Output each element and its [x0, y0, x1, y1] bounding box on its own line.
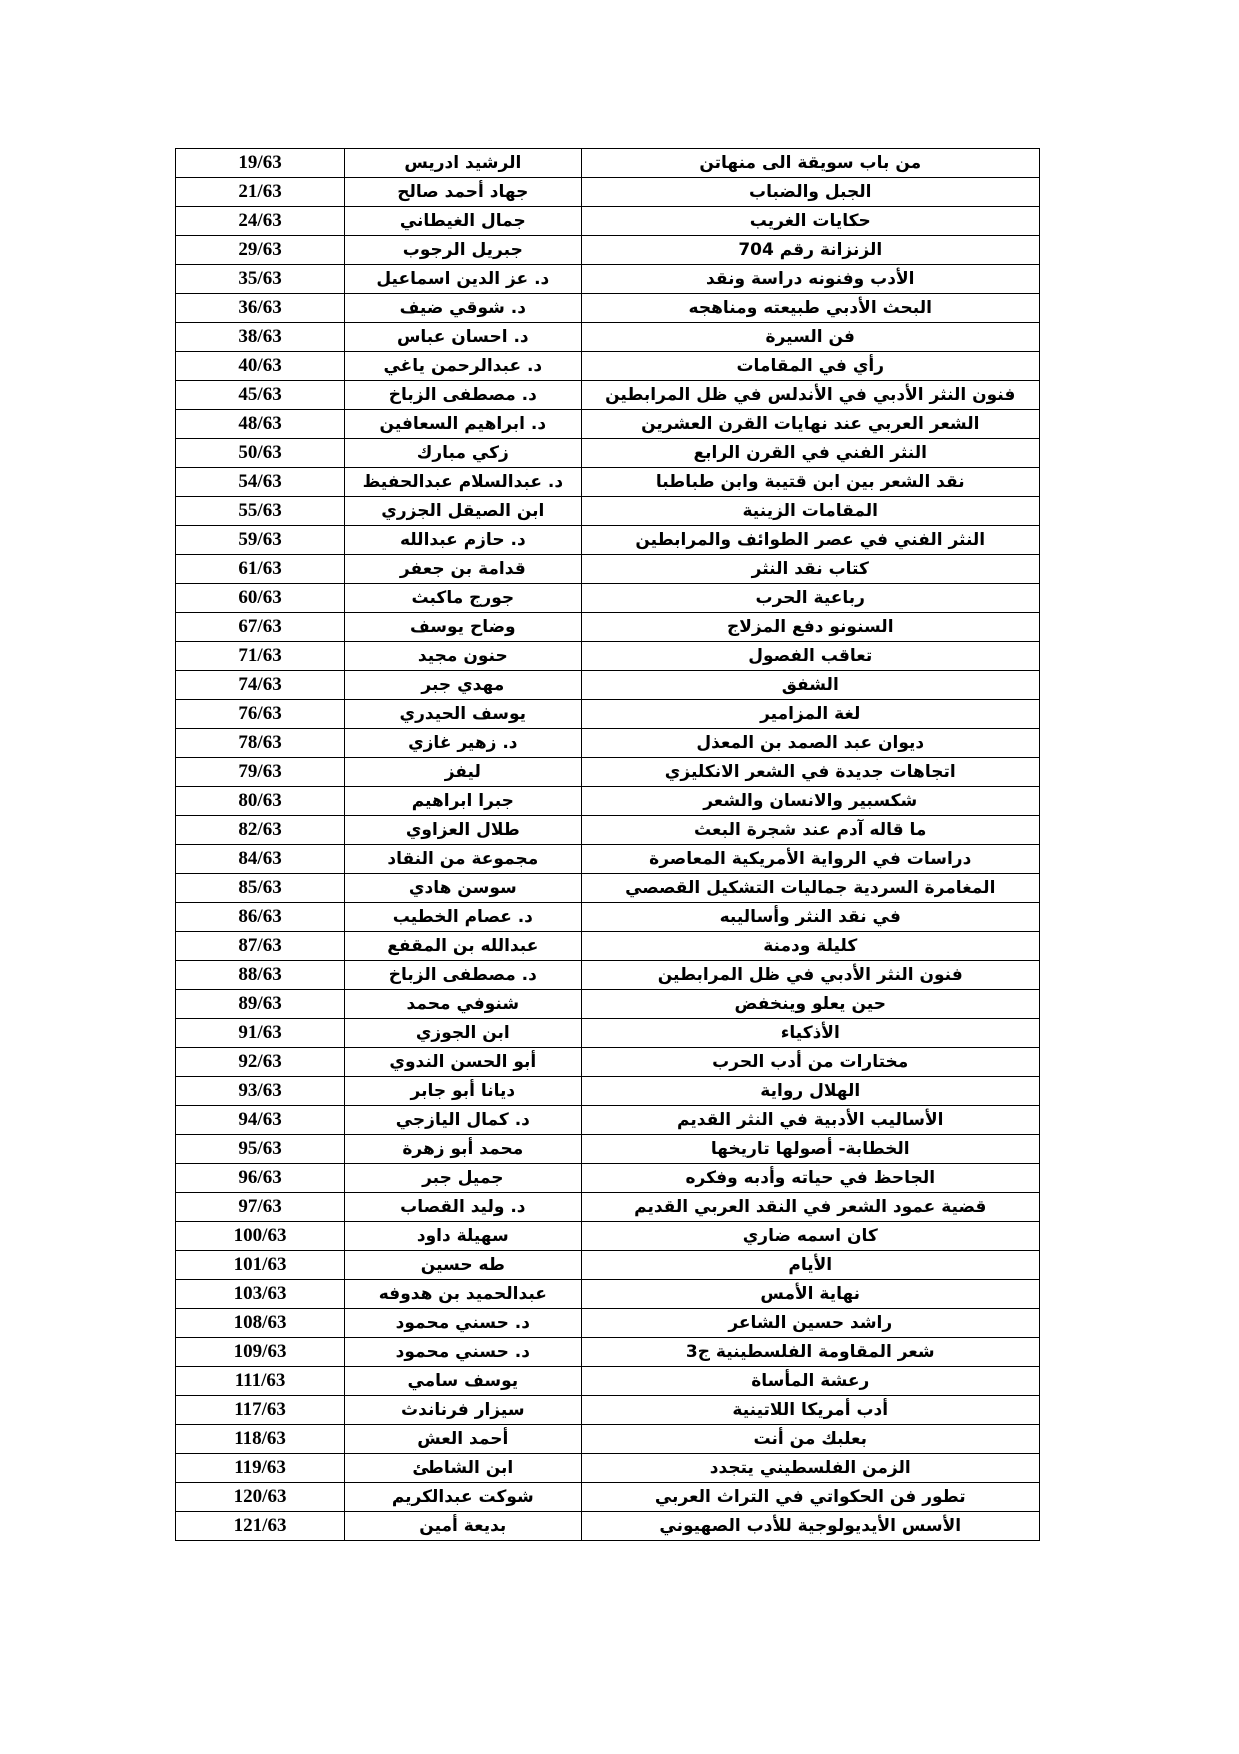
title-cell: رعشة المأساة — [581, 1367, 1040, 1396]
table-row — [176, 845, 1040, 874]
title-cell: الشعر العربي عند نهايات القرن العشرين — [581, 410, 1040, 439]
table-row — [176, 1338, 1040, 1367]
table-row — [176, 1309, 1040, 1338]
title-cell: فنون النثر الأدبي في الأندلس في ظل المرابطين — [581, 381, 1040, 410]
book-number-cell: 119/63 — [176, 1454, 345, 1483]
book-number-cell: 59/63 — [176, 526, 345, 555]
book-number-cell: 86/63 — [176, 903, 345, 932]
author-cell: د. عصام الخطيب — [345, 903, 581, 932]
author-cell: د. عبدالسلام عبدالحفيظ — [345, 468, 581, 497]
author-cell: سيزار فرناندث — [345, 1396, 581, 1425]
book-number-cell: 120/63 — [176, 1483, 345, 1512]
table-row — [176, 903, 1040, 932]
title-cell: أدب أمريكا اللاتينية — [581, 1396, 1040, 1425]
title-cell: النثر الفني في عصر الطوائف والمرابطين — [581, 526, 1040, 555]
table-row — [176, 207, 1040, 236]
book-number-cell: 50/63 — [176, 439, 345, 468]
table-row — [176, 178, 1040, 207]
author-cell: سهيلة داود — [345, 1222, 581, 1251]
table-row — [176, 729, 1040, 758]
book-number-cell: 94/63 — [176, 1106, 345, 1135]
book-number-cell: 91/63 — [176, 1019, 345, 1048]
table-row — [176, 497, 1040, 526]
title-cell: في نقد النثر وأساليبه — [581, 903, 1040, 932]
title-cell: الشفق — [581, 671, 1040, 700]
author-cell: محمد أبو زهرة — [345, 1135, 581, 1164]
title-cell: من باب سويقة الى منهاتن — [581, 149, 1040, 178]
author-cell: د. مصطفى الزباخ — [345, 381, 581, 410]
author-cell: يوسف سامي — [345, 1367, 581, 1396]
book-number-cell: 85/63 — [176, 874, 345, 903]
author-cell: د. حسني محمود — [345, 1309, 581, 1338]
book-number-cell: 88/63 — [176, 961, 345, 990]
table-row — [176, 642, 1040, 671]
book-number-cell: 45/63 — [176, 381, 345, 410]
book-number-cell: 92/63 — [176, 1048, 345, 1077]
table-row — [176, 381, 1040, 410]
catalog-table — [175, 148, 1040, 1541]
book-number-cell: 111/63 — [176, 1367, 345, 1396]
book-number-cell: 55/63 — [176, 497, 345, 526]
table-row — [176, 1251, 1040, 1280]
table-row — [176, 1367, 1040, 1396]
title-cell: الزنزانة رقم 704 — [581, 236, 1040, 265]
author-cell: جورج ماكبث — [345, 584, 581, 613]
book-number-cell: 103/63 — [176, 1280, 345, 1309]
title-cell: المقامات الزينية — [581, 497, 1040, 526]
table-row — [176, 671, 1040, 700]
author-cell: قدامة بن جعفر — [345, 555, 581, 584]
book-number-cell: 74/63 — [176, 671, 345, 700]
book-number-cell: 101/63 — [176, 1251, 345, 1280]
author-cell: مهدي جبر — [345, 671, 581, 700]
title-cell: نقد الشعر بين ابن قتيبة وابن طباطبا — [581, 468, 1040, 497]
author-cell: عبدالحميد بن هدوفه — [345, 1280, 581, 1309]
table-row — [176, 1396, 1040, 1425]
title-cell: ديوان عبد الصمد بن المعذل — [581, 729, 1040, 758]
table-row — [176, 1077, 1040, 1106]
book-number-cell: 93/63 — [176, 1077, 345, 1106]
book-number-cell: 36/63 — [176, 294, 345, 323]
author-cell: د. كمال اليازجي — [345, 1106, 581, 1135]
title-cell: الخطابة- أصولها تاريخها — [581, 1135, 1040, 1164]
title-cell: الأذكياء — [581, 1019, 1040, 1048]
author-cell: ابن الشاطئ — [345, 1454, 581, 1483]
book-number-cell: 79/63 — [176, 758, 345, 787]
book-number-cell: 78/63 — [176, 729, 345, 758]
table-row — [176, 787, 1040, 816]
title-cell: النثر الفني في القرن الرابع — [581, 439, 1040, 468]
book-number-cell: 82/63 — [176, 816, 345, 845]
author-cell: جميل جبر — [345, 1164, 581, 1193]
table-row — [176, 1193, 1040, 1222]
title-cell: فنون النثر الأدبي في ظل المرابطين — [581, 961, 1040, 990]
author-cell: د. حازم عبدالله — [345, 526, 581, 555]
title-cell: الجبل والضباب — [581, 178, 1040, 207]
title-cell: الأسس الأيديولوجية للأدب الصهيوني — [581, 1512, 1040, 1541]
book-number-cell: 109/63 — [176, 1338, 345, 1367]
table-row — [176, 149, 1040, 178]
title-cell: تعاقب الفصول — [581, 642, 1040, 671]
author-cell: د. زهير غازي — [345, 729, 581, 758]
author-cell: د. ابراهيم السعافين — [345, 410, 581, 439]
table-row — [176, 1106, 1040, 1135]
book-number-cell: 84/63 — [176, 845, 345, 874]
author-cell: ابن الصيقل الجزري — [345, 497, 581, 526]
title-cell: فن السيرة — [581, 323, 1040, 352]
title-cell: الأساليب الأدبية في النثر القديم — [581, 1106, 1040, 1135]
table-row — [176, 1164, 1040, 1193]
book-number-cell: 24/63 — [176, 207, 345, 236]
author-cell: د. حسني محمود — [345, 1338, 581, 1367]
table-row — [176, 584, 1040, 613]
table-row — [176, 1425, 1040, 1454]
author-cell: مجموعة من النقاد — [345, 845, 581, 874]
book-number-cell: 80/63 — [176, 787, 345, 816]
table-row — [176, 816, 1040, 845]
author-cell: الرشيد ادريس — [345, 149, 581, 178]
table-row — [176, 1512, 1040, 1541]
table-row — [176, 613, 1040, 642]
title-cell: رأي في المقامات — [581, 352, 1040, 381]
table-row — [176, 1454, 1040, 1483]
author-cell: جبرا ابراهيم — [345, 787, 581, 816]
author-cell: عبدالله بن المقفع — [345, 932, 581, 961]
title-cell: كان اسمه ضاري — [581, 1222, 1040, 1251]
catalog-table-body — [176, 149, 1040, 1541]
book-number-cell: 89/63 — [176, 990, 345, 1019]
title-cell: الجاحظ في حياته وأدبه وفكره — [581, 1164, 1040, 1193]
author-cell: يوسف الحيدري — [345, 700, 581, 729]
author-cell: سوسن هادي — [345, 874, 581, 903]
title-cell: شكسبير والانسان والشعر — [581, 787, 1040, 816]
author-cell: أحمد العش — [345, 1425, 581, 1454]
table-row — [176, 294, 1040, 323]
book-number-cell: 95/63 — [176, 1135, 345, 1164]
book-number-cell: 60/63 — [176, 584, 345, 613]
author-cell: ابن الجوزي — [345, 1019, 581, 1048]
table-row — [176, 555, 1040, 584]
title-cell: نهاية الأمس — [581, 1280, 1040, 1309]
book-number-cell: 29/63 — [176, 236, 345, 265]
author-cell: شنوفي محمد — [345, 990, 581, 1019]
title-cell: كتاب نقد النثر — [581, 555, 1040, 584]
table-row — [176, 265, 1040, 294]
author-cell: ليفز — [345, 758, 581, 787]
author-cell: طلال العزاوي — [345, 816, 581, 845]
author-cell: زكي مبارك — [345, 439, 581, 468]
table-row — [176, 1135, 1040, 1164]
author-cell: ديانا أبو جابر — [345, 1077, 581, 1106]
table-row — [176, 1222, 1040, 1251]
table-row — [176, 526, 1040, 555]
title-cell: بعلبك من أنت — [581, 1425, 1040, 1454]
table-row — [176, 323, 1040, 352]
book-number-cell: 87/63 — [176, 932, 345, 961]
author-cell: جبريل الرجوب — [345, 236, 581, 265]
book-number-cell: 54/63 — [176, 468, 345, 497]
title-cell: السنونو دفع المزلاج — [581, 613, 1040, 642]
table-row — [176, 932, 1040, 961]
title-cell: المغامرة السردية جماليات التشكيل القصصي — [581, 874, 1040, 903]
title-cell: كليلة ودمنة — [581, 932, 1040, 961]
title-cell: تطور فن الحكواتي في التراث العربي — [581, 1483, 1040, 1512]
author-cell: جمال الغيطاني — [345, 207, 581, 236]
author-cell: وضاح يوسف — [345, 613, 581, 642]
table-row — [176, 961, 1040, 990]
title-cell: رباعية الحرب — [581, 584, 1040, 613]
table-row — [176, 1483, 1040, 1512]
title-cell: لغة المزامير — [581, 700, 1040, 729]
author-cell: د. احسان عباس — [345, 323, 581, 352]
author-cell: أبو الحسن الندوي — [345, 1048, 581, 1077]
author-cell: جهاد أحمد صالح — [345, 178, 581, 207]
table-row — [176, 1048, 1040, 1077]
table-row — [176, 236, 1040, 265]
book-number-cell: 118/63 — [176, 1425, 345, 1454]
table-row — [176, 439, 1040, 468]
book-number-cell: 117/63 — [176, 1396, 345, 1425]
title-cell: ما قاله آدم عند شجرة البعث — [581, 816, 1040, 845]
author-cell: د. عبدالرحمن ياغي — [345, 352, 581, 381]
book-number-cell: 121/63 — [176, 1512, 345, 1541]
author-cell: د. وليد القصاب — [345, 1193, 581, 1222]
book-number-cell: 67/63 — [176, 613, 345, 642]
book-number-cell: 76/63 — [176, 700, 345, 729]
author-cell: بديعة أمين — [345, 1512, 581, 1541]
author-cell: د. شوقي ضيف — [345, 294, 581, 323]
table-row — [176, 410, 1040, 439]
title-cell: حكايات الغريب — [581, 207, 1040, 236]
table-row — [176, 352, 1040, 381]
book-number-cell: 40/63 — [176, 352, 345, 381]
book-number-cell: 100/63 — [176, 1222, 345, 1251]
title-cell: دراسات في الرواية الأمريكية المعاصرة — [581, 845, 1040, 874]
book-number-cell: 61/63 — [176, 555, 345, 584]
table-row — [176, 1280, 1040, 1309]
title-cell: حين يعلو وينخفض — [581, 990, 1040, 1019]
book-number-cell: 71/63 — [176, 642, 345, 671]
title-cell: الأيام — [581, 1251, 1040, 1280]
title-cell: اتجاهات جديدة في الشعر الانكليزي — [581, 758, 1040, 787]
table-row — [176, 700, 1040, 729]
author-cell: د. عز الدين اسماعيل — [345, 265, 581, 294]
author-cell: شوكت عبدالكريم — [345, 1483, 581, 1512]
book-number-cell: 38/63 — [176, 323, 345, 352]
table-row — [176, 874, 1040, 903]
author-cell: حنون مجيد — [345, 642, 581, 671]
book-number-cell: 21/63 — [176, 178, 345, 207]
title-cell: الأدب وفنونه دراسة ونقد — [581, 265, 1040, 294]
title-cell: مختارات من أدب الحرب — [581, 1048, 1040, 1077]
table-row — [176, 1019, 1040, 1048]
book-number-cell: 35/63 — [176, 265, 345, 294]
author-cell: طه حسين — [345, 1251, 581, 1280]
table-row — [176, 758, 1040, 787]
table-row — [176, 468, 1040, 497]
book-number-cell: 96/63 — [176, 1164, 345, 1193]
title-cell: الهلال رواية — [581, 1077, 1040, 1106]
book-number-cell: 19/63 — [176, 149, 345, 178]
title-cell: شعر المقاومة الفلسطينية ج3 — [581, 1338, 1040, 1367]
table-row — [176, 990, 1040, 1019]
author-cell: د. مصطفى الزباخ — [345, 961, 581, 990]
title-cell: راشد حسين الشاعر — [581, 1309, 1040, 1338]
title-cell: البحث الأدبي طبيعته ومناهجه — [581, 294, 1040, 323]
title-cell: قضية عمود الشعر في النقد العربي القديم — [581, 1193, 1040, 1222]
book-number-cell: 108/63 — [176, 1309, 345, 1338]
title-cell: الزمن الفلسطيني يتجدد — [581, 1454, 1040, 1483]
book-number-cell: 97/63 — [176, 1193, 345, 1222]
book-number-cell: 48/63 — [176, 410, 345, 439]
